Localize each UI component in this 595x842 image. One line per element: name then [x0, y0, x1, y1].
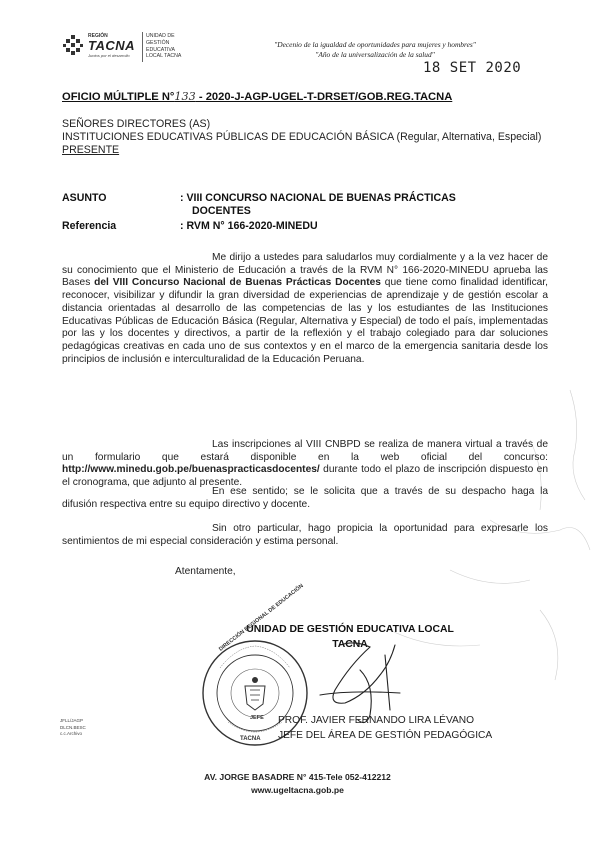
reference-initials: JFLL/JAGP DLCN.BESC c.c.Archivo	[60, 718, 86, 736]
addressee-presente: PRESENTE	[62, 144, 120, 156]
asunto-value-line-1: : VIII CONCURSO NACIONAL DE BUENAS PRÁCTICAS	[180, 192, 456, 204]
addressee-line-2: INSTITUCIONES EDUCATIVAS PÚBLICAS DE EDUCACIÓN BÁSICA (Regular, Alternativa, Especial)	[62, 131, 542, 143]
asunto-value-line-2: DOCENTES	[192, 205, 251, 217]
signatory-position: JEFE DEL ÁREA DE GESTIÓN PEDAGÓGICA	[278, 730, 493, 741]
year-slogan	[220, 40, 530, 59]
body-paragraph-1	[62, 252, 548, 366]
seal-jefe-text: JEFE	[250, 715, 264, 721]
slogan-line-2: "Año de la universalización de la salud"	[315, 49, 435, 59]
p1-text-a: Me dirijo a ustedes para saludarlos muy cordialmente y a la vez hacer de su conocimiento que el Ministerio de Educación a través de la RVM N° 166-2020-MINEDU aprueba las Bases	[62, 252, 548, 289]
signature-unit-line-1: UNIDAD DE GESTIÓN EDUCATIVA LOCAL	[246, 624, 454, 635]
tacna-logo-icon	[62, 34, 84, 56]
seal-tacna-text: TACNA	[240, 736, 261, 742]
seal-text-top: DIRECCIÓN REGIONAL DE EDUCACIÓN	[218, 583, 305, 653]
asunto-label: ASUNTO	[62, 192, 107, 204]
addressee-block	[62, 118, 552, 157]
closing-text: Atentamente,	[175, 566, 236, 577]
logo-tagline-text: Juntos por el desarrollo	[88, 53, 130, 58]
addressee-line-1: SEÑORES DIRECTORES (AS)	[62, 118, 211, 130]
footer	[150, 771, 445, 797]
logo-name-text: TACNA	[88, 38, 136, 53]
p1-text-b: que tiene como finalidad identificar, reconocer, visibilizar y difundir la gran diversidad de experiencias de aprendizaje y de gestión escolar a distancia orientadas al desarrollo de las competencias de las y los estudiantes de las Instituciones Educativas Públicas de Educación Básica (Regular, Alternativa y Especial) de todo el país, implementadas por las y los docentes y directivos, a partir de la reflexión y el trabajo colegiado para dar soluciones pedagógicas creativas en cada uno de sus contextos y en el marco de la emergencia sanitaria desde los principios de inclusión e interculturalidad de la Educación Peruana.	[62, 277, 548, 365]
p1-bold-text: del VIII Concurso Nacional de Buenas Prácticas Docentes	[94, 277, 381, 289]
p2-text-b: durante todo el plazo de inscripción dispuesto en el cronograma, que adjunto al presente.	[62, 464, 548, 489]
logo-divider	[142, 32, 143, 62]
asunto-value	[180, 192, 456, 218]
p2-url-link: http://www.minedu.gob.pe/buenaspracticasdocentes/	[62, 464, 320, 476]
body-paragraph-3: En ese sentido; se le solicita que a través de su despacho haga la difusión respectiva entre su equipo directivo y docente.	[62, 486, 548, 510]
oficio-prefix: OFICIO MÚLTIPLE N°	[62, 91, 175, 103]
body-paragraph-2	[62, 439, 548, 490]
referencia-label: Referencia	[62, 220, 117, 232]
oficio-handwritten-number: 133	[174, 90, 196, 103]
signature-unit-line-2: TACNA	[332, 639, 368, 650]
referencia-value: : RVM N° 166-2020-MINEDU	[180, 220, 318, 232]
footer-address: AV. JORGE BASADRE N° 415-Tele 052-412212	[204, 772, 391, 782]
signatory-block	[278, 713, 492, 743]
footer-website: www.ugeltacna.gob.pe	[251, 785, 344, 795]
oficio-suffix: - 2020-J-AGP-UGEL-T-DRSET/GOB.REG.TACNA	[195, 91, 453, 103]
ugel-unit-label: UNIDAD DE GESTIÓN EDUCATIVA LOCAL TACNA	[146, 33, 182, 60]
p2-text-a: Las inscripciones al VIII CNBPD se realiza de manera virtual a través de un formulario que estará disponible en la web oficial del concurso:	[62, 439, 548, 463]
body-paragraph-4: Sin otro particular, hago propicia la oportunidad para expresarle los sentimientos de mi especial consideración y estima personal.	[62, 523, 548, 547]
oficio-number-line	[62, 90, 452, 103]
slogan-line-1: "Decenio de la igualdad de oportunidades para mujeres y hombres"	[274, 40, 476, 49]
received-date-stamp: 18 SET 2020	[423, 60, 522, 76]
logo-region-text: REGIÓN	[88, 33, 108, 39]
signatory-name: PROF. JAVIER FERNANDO LIRA LÉVANO	[278, 715, 475, 726]
